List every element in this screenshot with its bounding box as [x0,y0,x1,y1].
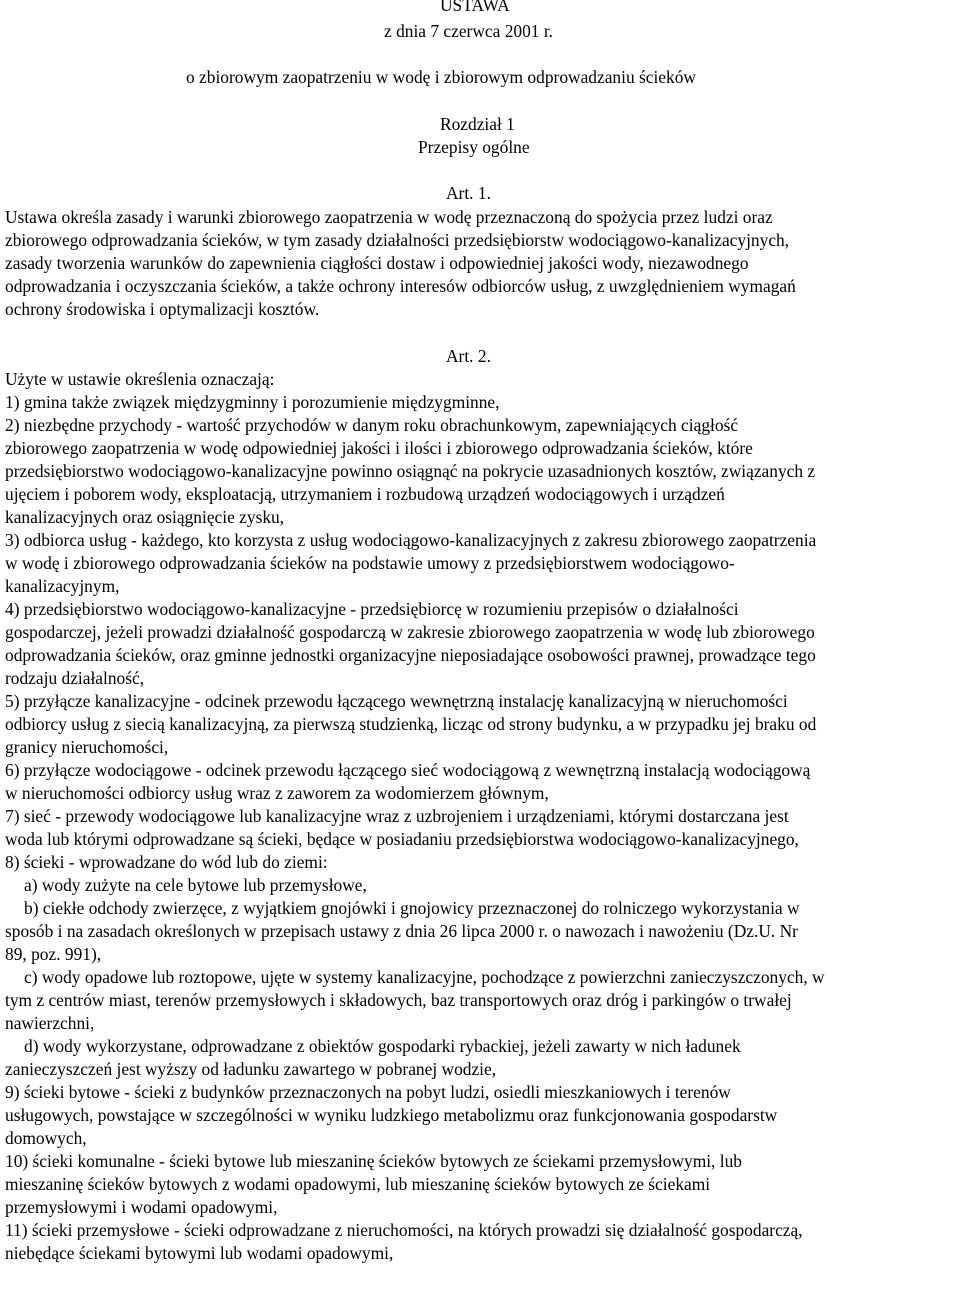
article-2-line: odbiorcy usług z siecią kanalizacyjną, za pierwszą studzienką, licząc od strony budynku, a w przypadku jej braku od [5,714,817,734]
article-2-line: b) ciekłe odchody zwierzęce, z wyjątkiem gnojówki i gnojowicy przeznaczonej do rolniczego wykorzystania w [24,898,800,918]
chapter-number: Rozdział 1 [440,114,515,134]
article-2-line: w nieruchomości odbiorcy usług wraz z zaworem za wodomierzem głównym, [5,783,549,803]
article-1-line: Ustawa określa zasady i warunki zbiorowego zaopatrzenia w wodę przeznaczoną do spożycia przez ludzi oraz [5,207,773,227]
article-1-heading: Art. 1. [446,183,491,203]
article-2-line: 10) ścieki komunalne - ścieki bytowe lub mieszaninę ścieków bytowych ze ściekami przemysłowymi, lub [5,1151,742,1171]
article-2-line: rodzaju działalność, [5,668,145,688]
article-2-line: kanalizacyjnych oraz osiągnięcie zysku, [5,507,285,527]
article-2-line: 89, poz. 991), [5,944,102,964]
article-2-line: przemysłowymi i wodami opadowymi, [5,1197,278,1217]
article-2-line: 1) gmina także związek międzygminny i porozumienie międzygminne, [5,392,500,412]
article-2-line: mieszaninę ścieków bytowych z wodami opadowymi, lub mieszaninę ścieków bytowych ze ściekami [5,1174,711,1194]
article-1-line: odprowadzania i oczyszczania ścieków, a także ochrony interesów odbiorców usług, z uwzględnieniem wymagań [5,276,796,296]
article-2-line: w wodę i zbiorowego odprowadzania ścieków na podstawie umowy z przedsiębiorstwem wodociągowo- [5,553,735,573]
article-2-line: niebędące ściekami bytowymi lub wodami opadowymi, [5,1243,394,1263]
article-2-line: ujęciem i poborem wody, eksploatacją, utrzymaniem i rozbudową urządzeń wodociągowych i urządzeń [5,484,725,504]
article-2-line: Użyte w ustawie określenia oznaczają: [5,369,275,389]
article-2-line: sposób i na zasadach określonych w przepisach ustawy z dnia 26 lipca 2000 r. o nawozach i nawożeniu (Dz.U. Nr [5,921,798,941]
article-2-line: domowych, [5,1128,87,1148]
article-2-line: 6) przyłącze wodociągowe - odcinek przewodu łączącego sieć wodociągową z wewnętrzną instalacją wodociągową [5,760,811,780]
article-2-line: przedsiębiorstwo wodociągowo-kanalizacyjne powinno osiągnąć na pokrycie uzasadnionych kosztów, związanych z [5,461,816,481]
article-1-line: zbiorowego odprowadzania ścieków, w tym zasady działalności przedsiębiorstw wodociągowo-kanalizacyjnych, [5,230,790,250]
article-2-line: odprowadzania ścieków, oraz gminne jednostki organizacyjne nieposiadające osobowości prawnej, prowadzące tego [5,645,816,665]
article-2-line: kanalizacyjnym, [5,576,120,596]
act-title: USTAWA [440,0,510,15]
article-2-line: d) wody wykorzystane, odprowadzane z obiektów gospodarki rybackiej, jeżeli zawarty w nich ładunek [24,1036,741,1056]
article-2-line: 4) przedsiębiorstwo wodociągowo-kanalizacyjne - przedsiębiorcę w rozumieniu przepisów o działalności [5,599,739,619]
article-2-line: tym z centrów miast, terenów przemysłowych i składowych, baz transportowych oraz dróg i parkingów o trwałej [5,990,792,1010]
article-2-line: c) wody opadowe lub roztopowe, ujęte w systemy kanalizacyjne, pochodzące z powierzchni zanieczyszczonych, w [24,967,825,987]
article-2-line: zanieczyszczeń jest wyższy od ładunku zawartego w pobranej wodzie, [5,1059,497,1079]
article-2-line: usługowych, powstające w szczególności w wyniku ludzkiego metabolizmu oraz funkcjonowania gospodarstw [5,1105,778,1125]
article-1-line: zasady tworzenia warunków do zapewnienia ciągłości dostaw i odpowiedniej jakości wody, niezawodnego [5,253,749,273]
article-2-line: 9) ścieki bytowe - ścieki z budynków przeznaczonych na pobyt ludzi, osiedli mieszkaniowych i terenów [5,1082,731,1102]
act-subject: o zbiorowym zaopatrzeniu w wodę i zbiorowym odprowadzaniu ścieków [186,67,696,87]
article-2-line: 5) przyłącze kanalizacyjne - odcinek przewodu łączącego wewnętrzną instalację kanalizacyjną w nieruchomości [5,691,788,711]
article-2-line: a) wody zużyte na cele bytowe lub przemysłowe, [24,875,367,895]
article-2-line: 11) ścieki przemysłowe - ścieki odprowadzane z nieruchomości, na których prowadzi się działalność gospodarczą, [5,1220,803,1240]
article-2-line: 2) niezbędne przychody - wartość przychodów w danym roku obrachunkowym, zapewniających ciągłość [5,415,739,435]
article-2-line: woda lub którymi odprowadzane są ścieki, będące w posiadaniu przedsiębiorstwa wodociągowo-kanalizacyjnego, [5,829,799,849]
article-2-line: granicy nieruchomości, [5,737,169,757]
article-2-line: gospodarczej, jeżeli prowadzi działalność gospodarczą w zakresie zbiorowego zaopatrzenia w wodę lub zbiorowego [5,622,815,642]
article-1-line: ochrony środowiska i optymalizacji kosztów. [5,299,320,319]
article-2-line: nawierzchni, [5,1013,95,1033]
article-2-line: 3) odbiorca usług - każdego, kto korzysta z usług wodociągowo-kanalizacyjnych z zakresu zbiorowego zaopatrzenia [5,530,817,550]
article-2-heading: Art. 2. [446,346,491,366]
article-2-line: zbiorowego zaopatrzenia w wodę odpowiedniej jakości i ilości i zbiorowego odprowadzania ścieków, które [5,438,753,458]
article-2-line: 7) sieć - przewody wodociągowe lub kanalizacyjne wraz z uzbrojeniem i urządzeniami, którymi dostarczana jest [5,806,789,826]
chapter-title: Przepisy ogólne [418,137,530,157]
article-2-line: 8) ścieki - wprowadzane do wód lub do ziemi: [5,852,328,872]
act-date: z dnia 7 czerwca 2001 r. [384,21,553,41]
